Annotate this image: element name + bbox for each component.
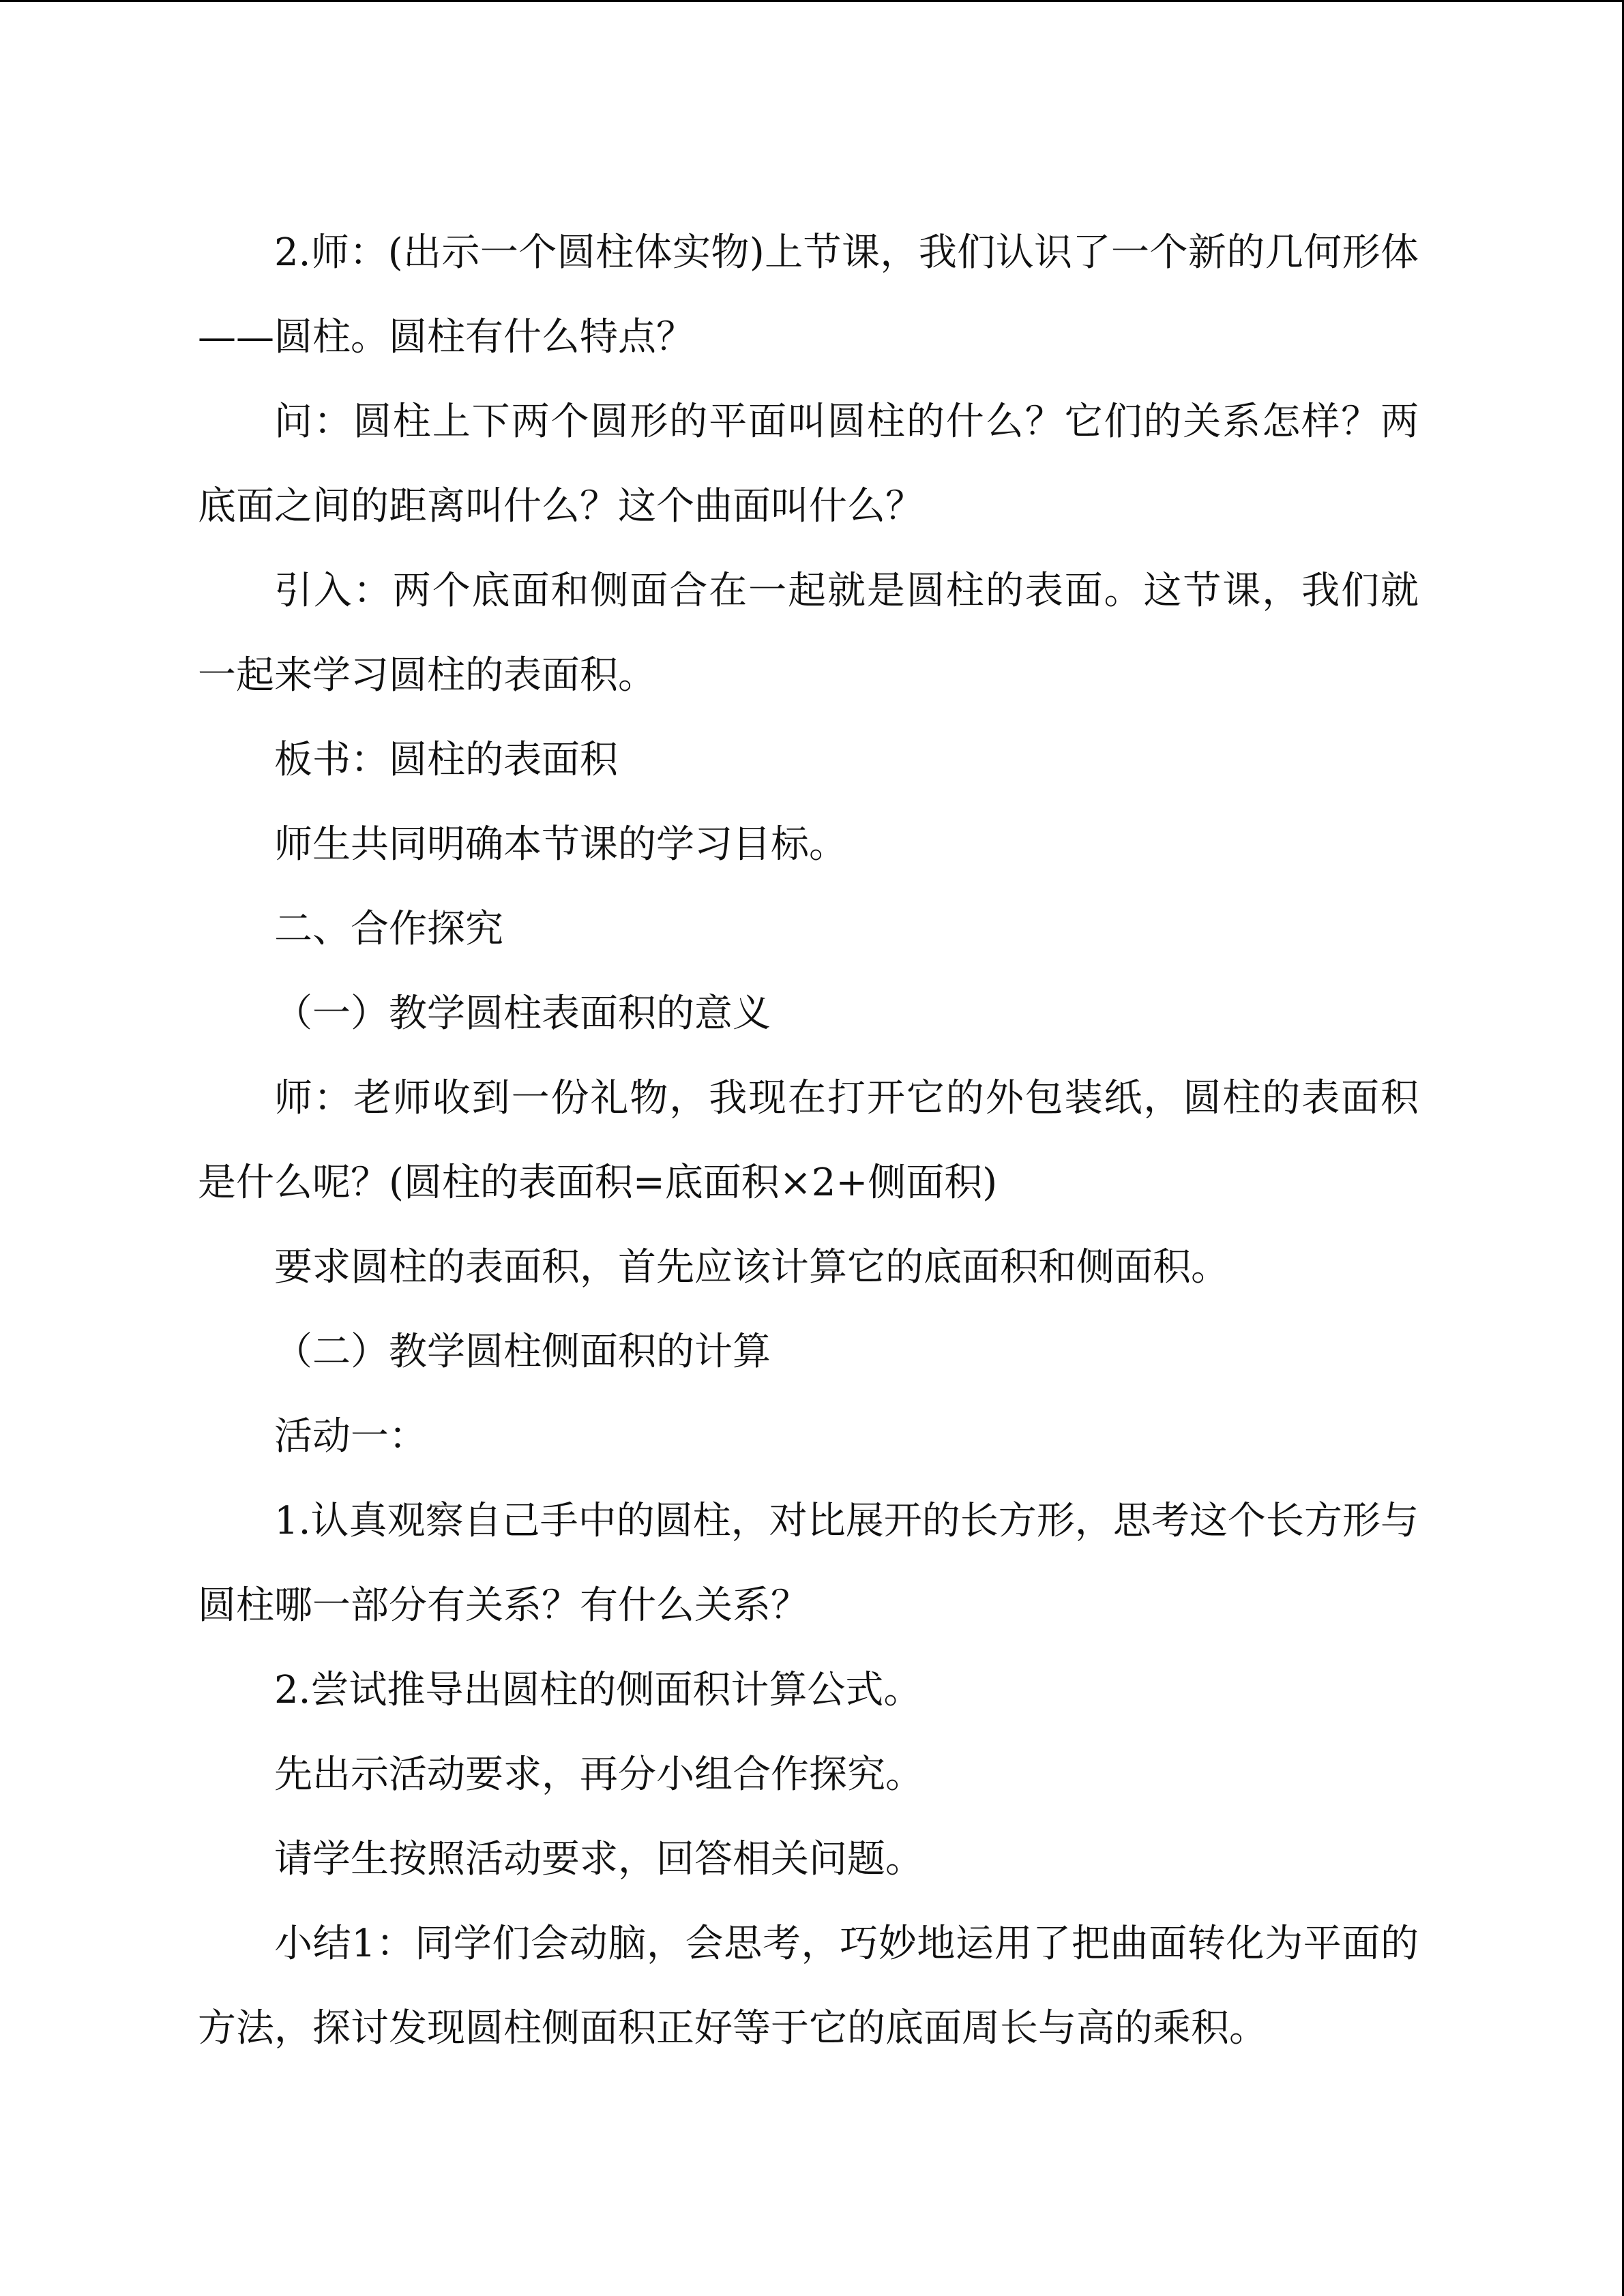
subsection-heading: （二）教学圆柱侧面积的计算 bbox=[274, 1330, 771, 1374]
paragraph: 2.师：(出示一个圆柱体实物)上节课，我们认识了一个新的几何形体——圆柱。圆柱有什么特点？ bbox=[198, 230, 1419, 359]
paragraph: 1.认真观察自己手中的圆柱，对比展开的长方形，思考这个长方形与圆柱哪一部分有关系？有什么关系？ bbox=[198, 1499, 1419, 1628]
paragraph: 请学生按照活动要求，回答相关问题。 bbox=[274, 1837, 924, 1881]
paragraph: 师：老师收到一份礼物，我现在打开它的外包装纸，圆柱的表面积是什么呢？(圆柱的表面积=底面积×2+侧面积) bbox=[198, 1076, 1419, 1205]
paragraph: 2.尝试推导出圆柱的侧面积计算公式。 bbox=[274, 1668, 922, 1712]
paragraph: 师生共同明确本节课的学习目标。 bbox=[274, 822, 847, 867]
paragraph: 活动一： bbox=[274, 1414, 427, 1459]
paragraph: 小结1：同学们会动脑，会思考，巧妙地运用了把曲面转化为平面的方法，探讨发现圆柱侧面积正好等于它的底面周长与高的乘积。 bbox=[198, 1922, 1419, 2051]
subsection-heading: （一）教学圆柱表面积的意义 bbox=[274, 992, 771, 1036]
paragraph: 引入：两个底面和侧面合在一起就是圆柱的表面。这节课，我们就一起来学习圆柱的表面积。 bbox=[198, 569, 1419, 698]
document-body bbox=[198, 211, 1419, 2071]
paragraph: 要求圆柱的表面积，首先应该计算它的底面积和侧面积。 bbox=[274, 1245, 1229, 1289]
paragraph: 问：圆柱上下两个圆形的平面叫圆柱的什么？它们的关系怎样？两底面之间的距离叫什么？这个曲面叫什么？ bbox=[198, 400, 1419, 528]
section-heading: 二、合作探究 bbox=[274, 907, 503, 951]
paragraph: 板书：圆柱的表面积 bbox=[274, 738, 618, 782]
paragraph: 先出示活动要求，再分小组合作探究。 bbox=[274, 1753, 924, 1797]
